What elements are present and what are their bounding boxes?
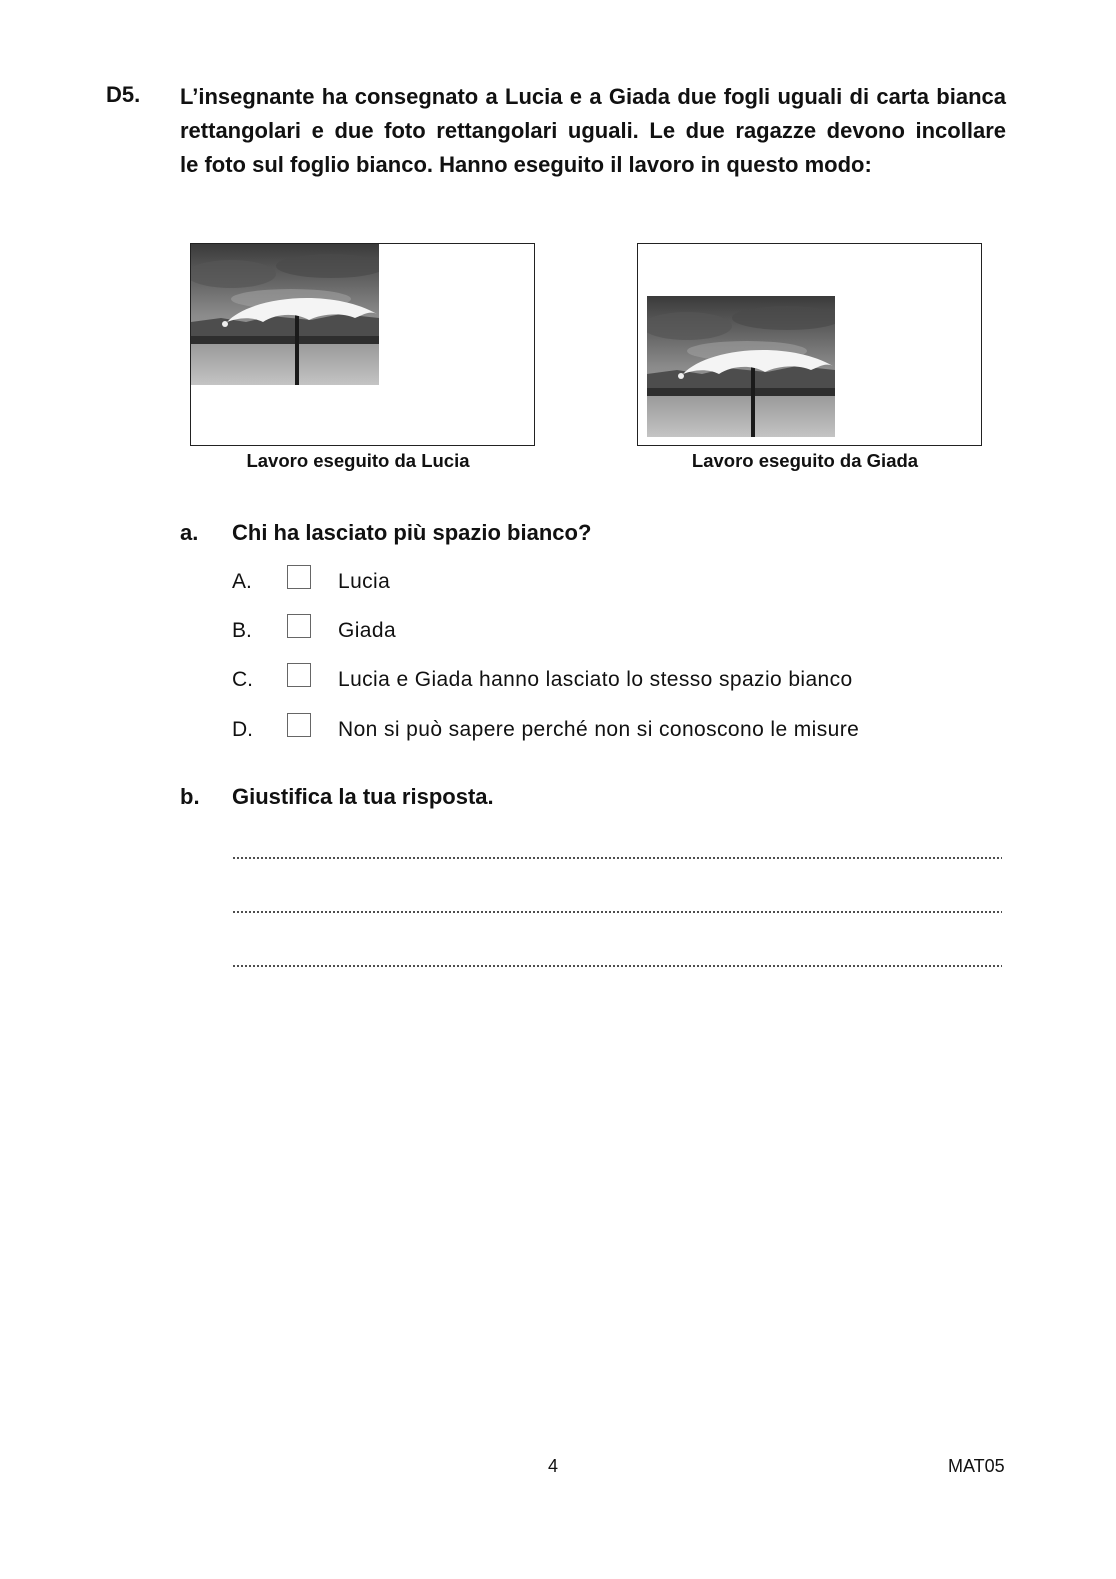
question-line: le foto sul foglio bianco. Hanno eseguito il lavoro in questo modo: [180,152,872,177]
option-text: Non si può sapere perché non si conoscono le misure [338,718,860,741]
option-d-checkbox[interactable] [287,713,311,737]
option-letter: C. [232,668,253,691]
option-c-checkbox[interactable] [287,663,311,687]
option-text: Lucia [338,570,391,593]
option-a-checkbox[interactable] [287,565,311,589]
beach-umbrella-photo [647,296,835,437]
answer-line[interactable] [232,856,1002,860]
part-a-label: a. [180,520,199,545]
giada-sheet [637,243,982,446]
figure-caption-giada: Lavoro eseguito da Giada [691,450,919,471]
beach-umbrella-photo [191,244,379,385]
option-b-checkbox[interactable] [287,614,311,638]
option-letter: D. [232,718,253,741]
answer-line[interactable] [232,964,1002,968]
part-b-label: b. [180,784,200,809]
question-number: D5. [106,82,141,107]
part-a-question: Chi ha lasciato più spazio bianco? [232,520,592,545]
lucia-sheet [190,243,535,446]
question-text [180,80,1006,182]
figure-caption-lucia: Lavoro eseguito da Lucia [246,450,470,471]
option-letter: B. [232,619,252,642]
question-line: rettangolari e due foto rettangolari uguali. Le due ragazze devono incollare [180,118,1006,143]
document-code: MAT05 [948,1456,1005,1476]
option-text: Giada [338,619,397,642]
page-number: 4 [548,1456,559,1476]
question-line: L’insegnante ha consegnato a Lucia e a Giada due fogli uguali di carta bianca [180,84,1006,109]
part-b-question: Giustifica la tua risposta. [232,784,494,809]
option-letter: A. [232,570,252,593]
answer-line[interactable] [232,910,1002,914]
option-text: Lucia e Giada hanno lasciato lo stesso spazio bianco [338,668,853,691]
